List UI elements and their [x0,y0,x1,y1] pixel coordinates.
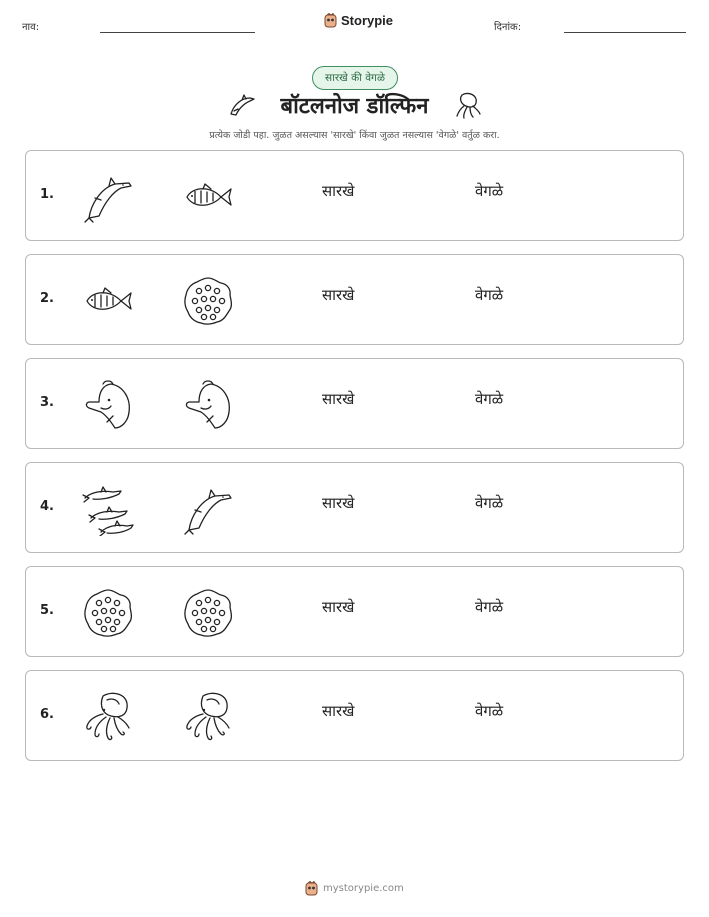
same-option[interactable]: सारखे [322,286,355,304]
question-number: 2. [40,291,54,306]
footer [305,881,404,896]
question-row [25,254,684,345]
question-number: 6. [40,707,54,722]
same-option[interactable]: सारखे [322,494,355,512]
different-option[interactable]: वेगळे [475,286,504,304]
same-option[interactable]: सारखे [322,182,355,200]
coral-sponge-icon [181,274,235,328]
brand-name: Storypie [341,13,394,28]
fish-icon [81,274,135,328]
page-title: बॉटलनोज डॉल्फिन [280,94,429,119]
question-number: 5. [40,603,54,618]
dolphin-head-icon [181,378,235,432]
question-number: 3. [40,395,54,410]
coral-sponge-icon [81,586,135,640]
question-row [25,462,684,553]
coral-sponge-icon [181,586,235,640]
question-row [25,358,684,449]
question-number: 1. [40,187,54,202]
storypie-logo-icon [305,881,318,896]
question-row [25,150,684,241]
footer-url[interactable]: mystorypie.com [323,883,404,894]
different-option[interactable]: वेगळे [475,182,504,200]
brand [324,13,393,28]
name-label: नाव: [22,22,40,33]
dolphin-head-icon [81,378,135,432]
question-row [25,566,684,657]
same-option[interactable]: सारखे [322,390,355,408]
different-option[interactable]: वेगळे [475,598,504,616]
date-label: दिनांक: [494,22,522,33]
dolphin-pod-icon [81,482,135,536]
name-line[interactable] [100,32,255,33]
storypie-logo-icon [324,13,337,28]
instructions: प्रत्येक जोडी पहा. जुळत असल्यास 'सारखे' किंवा जुळत नसल्यास 'वेगळे' वर्तुळ करा. [209,130,500,141]
question-row [25,670,684,761]
different-option[interactable]: वेगळे [475,390,504,408]
octopus-icon [81,690,135,744]
same-option[interactable]: सारखे [322,598,355,616]
different-option[interactable]: वेगळे [475,494,504,512]
dolphin-jumping-icon [81,170,135,224]
same-option[interactable]: सारखे [322,702,355,720]
different-option[interactable]: वेगळे [475,702,504,720]
dolphin-jumping-icon [181,482,235,536]
octopus-icon [454,91,482,119]
fish-icon [181,170,235,224]
date-line[interactable] [564,32,686,33]
worksheet-type-badge: सारखे की वेगळे [312,66,398,90]
octopus-icon [181,690,235,744]
question-number: 4. [40,499,54,514]
